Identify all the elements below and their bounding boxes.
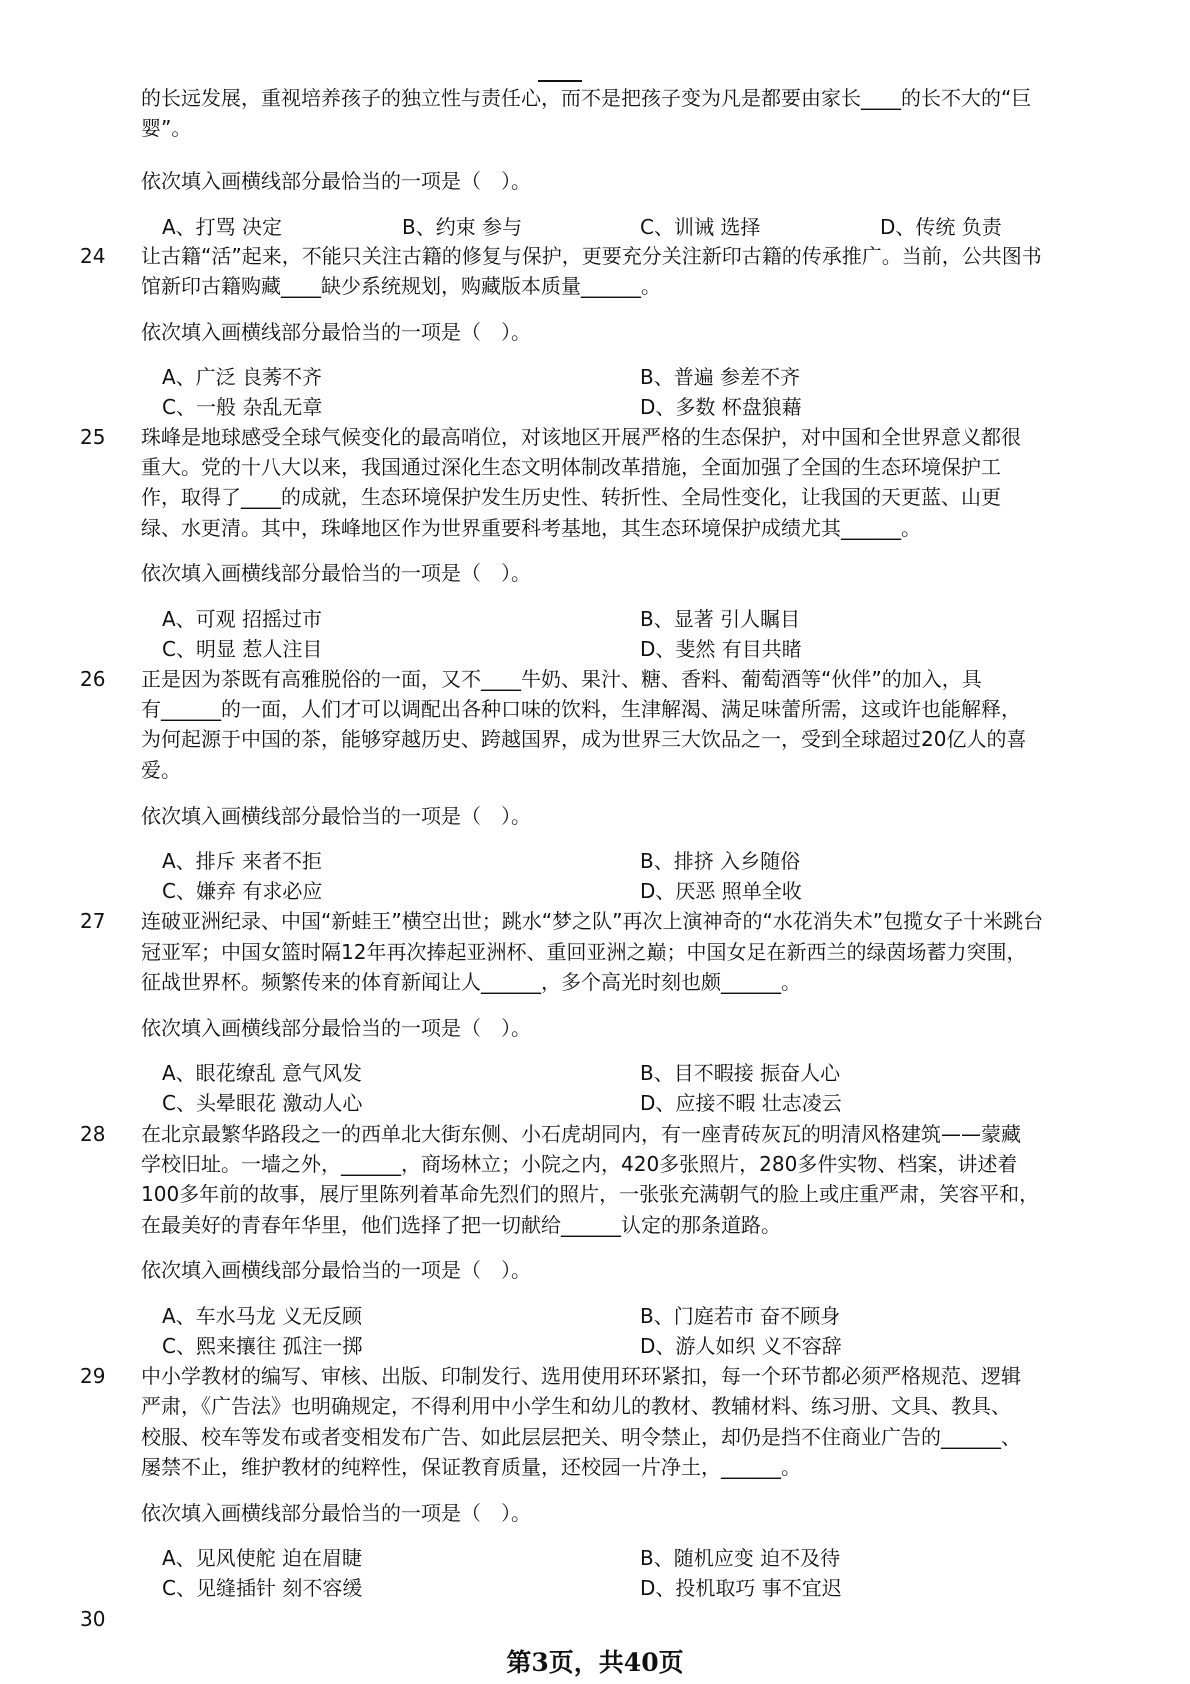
option: D、游人如织 义不容辞 [640,1334,842,1358]
option: A、可观 招摇过市 [162,607,323,631]
option: A、车水马龙 义无反顾 [162,1304,363,1328]
option: C、明显 惹人注目 [162,637,323,661]
question-text: 正是因为茶既有高雅脱俗的一面，又不____牛奶、果汁、糖、香料、葡萄酒等“伙伴”的加入，具 [141,667,982,691]
option: A、打骂 决定 [162,215,283,239]
page-footer: 第3页，共40页 [506,1648,684,1677]
question-text: 冠亚军；中国女篮时隔12年再次捧起亚洲杯、重回亚洲之巅；中国女足在新西兰的绿茵场蓄力突围， [141,940,1027,964]
option: C、嫌弃 有求必应 [162,879,323,903]
option: B、显著 引人瞩目 [640,607,801,631]
question-text: 屡禁不止，维护教材的纯粹性，保证教育质量，还校园一片净土，______。 [141,1455,801,1479]
question-text: 爱。 [141,758,181,782]
question-prompt: 依次填入画横线部分最恰当的一项是（ ）。 [141,1016,531,1040]
option: D、投机取巧 事不宜迟 [640,1576,842,1600]
question-text: 馆新印古籍购藏____缺少系统规划，购藏版本质量______。 [141,274,661,298]
question-prompt: 依次填入画横线部分最恰当的一项是（ ）。 [141,320,531,344]
option: D、厌恶 照单全收 [640,879,802,903]
question-text: 校服、校车等发布或者变相发布广告、如此层层把关、明令禁止，却仍是挡不住商业广告的______、 [141,1425,1021,1449]
option: A、见风使舵 迫在眉睫 [162,1546,363,1570]
question-text: 绿、水更清。其中，珠峰地区作为世界重要科考基地，其生态环境保护成绩尤其______。 [141,516,921,540]
intro-line: 婴”。 [141,116,192,140]
question-text: 在北京最繁华路段之一的西单北大街东侧、小石虎胡同内，有一座青砖灰瓦的明清风格建筑——蒙藏 [141,1122,1021,1146]
blank-underline [538,80,582,82]
option: B、门庭若市 奋不顾身 [640,1304,841,1328]
option: B、约束 参与 [402,215,523,239]
question-text: 珠峰是地球感受全球气候变化的最高哨位，对该地区开展严格的生态保护，对中国和全世界意义都很 [141,425,1021,449]
question-text: 征战世界杯。频繁传来的体育新闻让人______，多个高光时刻也颇______。 [141,970,801,994]
question-number: 30 [80,1607,106,1631]
option: C、见缝插针 刻不容缓 [162,1576,363,1600]
option: C、头晕眼花 激动人心 [162,1091,363,1115]
option: A、广泛 良莠不齐 [162,365,323,389]
question-number: 29 [80,1364,106,1388]
question-text: 为何起源于中国的茶，能够穿越历史、跨越国界，成为世界三大饮品之一，受到全球超过20亿人的喜 [141,727,1027,751]
question-text: 中小学教材的编写、审核、出版、印制发行、选用使用环环紧扣，每一个环节都必须严格规范、逻辑 [141,1364,1021,1388]
question-number: 24 [80,244,106,268]
option: B、目不暇接 振奋人心 [640,1061,841,1085]
option: B、随机应变 迫不及待 [640,1546,841,1570]
question-text: 在最美好的青春年华里，他们选择了把一切献给______认定的那条道路。 [141,1213,781,1237]
question-text: 学校旧址。一墙之外，______，商场林立；小院之内，420多张照片，280多件实物、档案，讲述着 [141,1152,1018,1176]
intro-line: 的长远发展，重视培养孩子的独立性与责任心，而不是把孩子变为凡是都要由家长____的长不大的“巨 [141,86,1032,110]
question-text: 重大。党的十八大以来，我国通过深化生态文明体制改革措施，全面加强了全国的生态环境保护工 [141,455,1001,479]
question-prompt: 依次填入画横线部分最恰当的一项是（ ）。 [141,804,531,828]
question-text: 100多年前的故事，展厅里陈列着革命先烈们的照片，一张张充满朝气的脸上或庄重严肃，笑容平和， [141,1182,1040,1206]
option: B、排挤 入乡随俗 [640,849,801,873]
question-number: 25 [80,425,106,449]
question-text: 让古籍“活”起来，不能只关注古籍的修复与保护，更要充分关注新印古籍的传承推广。当前，公共图书 [141,244,1042,268]
question-number: 26 [80,667,106,691]
option: C、熙来攘往 孤注一掷 [162,1334,363,1358]
option: C、一般 杂乱无章 [162,395,323,419]
question-prompt: 依次填入画横线部分最恰当的一项是（ ）。 [141,1258,531,1282]
question-number: 27 [80,909,106,933]
option: D、斐然 有目共睹 [640,637,802,661]
question-text: 连破亚洲纪录、中国“新蛙王”横空出世；跳水“梦之队”再次上演神奇的“水花消失术”包揽女子十米跳台 [141,909,1044,933]
question-prompt: 依次填入画横线部分最恰当的一项是（ ）。 [141,561,531,585]
question-text: 严肃，《广告法》也明确规定，不得利用中小学生和幼儿的教材、教辅材料、练习册、文具、教具、 [141,1394,1011,1418]
option: D、传统 负责 [880,215,1002,239]
question-prompt: 依次填入画横线部分最恰当的一项是（ ）。 [141,169,531,193]
option: B、普遍 参差不齐 [640,365,801,389]
question-prompt: 依次填入画横线部分最恰当的一项是（ ）。 [141,1501,531,1525]
question-text: 作，取得了____的成就，生态环境保护发生历史性、转折性、全局性变化，让我国的天更蓝、山更 [141,485,1001,509]
question-text: 有______的一面，人们才可以调配出各种口味的饮料，生津解渴、满足味蕾所需，这或许也能解释， [141,697,1021,721]
option: A、排斥 来者不拒 [162,849,323,873]
option: A、眼花缭乱 意气风发 [162,1061,363,1085]
option: D、多数 杯盘狼藉 [640,395,802,419]
option: C、训诫 选择 [640,215,761,239]
question-number: 28 [80,1122,106,1146]
option: D、应接不暇 壮志凌云 [640,1091,842,1115]
